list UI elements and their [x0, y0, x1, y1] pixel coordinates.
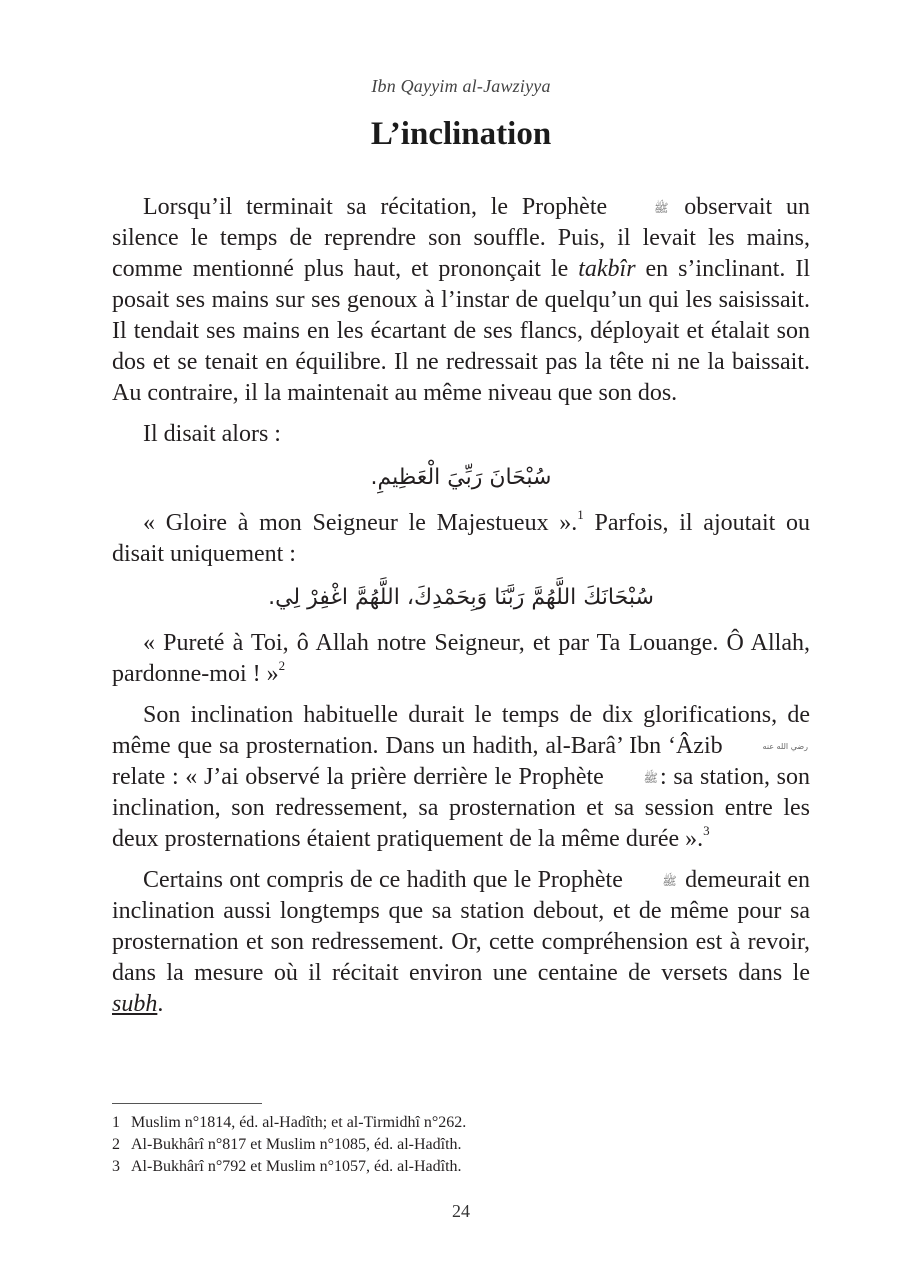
footnote-divider [112, 1103, 262, 1104]
text-run: : sa station, son inclination, son redressement, sa prosternation et sa session entre les deux prosternations étaient pratiquement de la même durée ». [112, 764, 810, 852]
paragraph-3 [112, 508, 810, 570]
footnote-ref-2[interactable]: 2 [278, 658, 286, 673]
prophet-honorific-icon: ﷺ [653, 201, 669, 216]
text-run: . [157, 991, 164, 1017]
text-run: Parfois, il ajoutait ou disait uniquement : [112, 510, 811, 567]
text-run: observait un silence le temps de reprendre son souffle. Puis, il levait les mains, comme mentionné plus haut, et prononçait le [112, 194, 811, 282]
footnote-1 [112, 1112, 810, 1134]
footnotes [112, 1112, 810, 1178]
text-run: « Gloire à mon Seigneur le Majestueux ». [143, 510, 578, 536]
footnote-number: 1 [112, 1114, 120, 1131]
footnote-number: 2 [112, 1136, 120, 1153]
chapter-title: L’inclination [370, 116, 552, 152]
text-run: Son inclination habituelle durait le temps de dix glorifications, de même que sa prosternation. Dans un hadith, al-Barâ’ Ibn ‘Âzib [112, 702, 810, 759]
paragraph-6 [112, 865, 810, 1020]
term-takbir: takbîr [578, 256, 636, 282]
prophet-honorific-icon: ﷺ [643, 771, 658, 786]
text-run: relate : « J’ai observé la prière derrière le Prophète [112, 764, 604, 790]
footnote-text: Al-Bukhârî n°792 et Muslim n°1057, éd. al-Hadîth. [131, 1158, 462, 1175]
footnote-text: Muslim n°1814, éd. al-Hadîth; et al-Tirmidhî n°262. [131, 1114, 467, 1131]
text-run: Certains ont compris de ce hadith que le Prophète [143, 867, 623, 893]
paragraph-5 [112, 700, 810, 855]
page-number: 24 [452, 1201, 470, 1221]
footnote-ref-3[interactable]: 3 [703, 823, 710, 838]
footnote-number: 3 [112, 1158, 120, 1175]
text-run: en s’inclinant. Il posait ses mains sur ses genoux à l’instar de quelqu’un qui les saisissait. Il tendait ses mains en les écartant de ses flancs, déployait et étalait son dos et se tenait en équilibre. Il ne redressait pas la tête ni ne la baissait. Au contraire, il la maintenait au même niveau que son dos. [112, 256, 811, 406]
footnote-3 [112, 1156, 810, 1178]
arabic-invocation-1: سُبْحَانَ رَبِّيَ الْعَظِيمِ. [370, 465, 552, 490]
term-subh: subh [112, 991, 158, 1017]
paragraph-2: Il disait alors : [143, 421, 281, 447]
paragraph-4 [112, 628, 810, 690]
body-text [112, 192, 810, 1020]
prophet-honorific-icon: ﷺ [662, 874, 677, 889]
running-head: Ibn Qayyim al-Jawziyya [371, 76, 551, 96]
text-run: « Pureté à Toi, ô Allah notre Seigneur, et par Ta Louange. Ô Allah, pardonne-moi ! » [112, 630, 810, 687]
text-run: demeurait en inclination aussi longtemps que sa station debout, et de même pour sa prosternation et son redressement. Or, cette compréhension est à revoir, dans la mesure où il récitait environ une centaine de versets dans le [112, 867, 811, 986]
footnote-2 [112, 1134, 810, 1156]
footnote-ref-1[interactable]: 1 [577, 507, 584, 522]
text-run: Lorsqu’il terminait sa récitation, le Prophète [143, 194, 608, 220]
paragraph-1 [112, 192, 810, 409]
footnote-text: Al-Bukhârî n°817 et Muslim n°1085, éd. al-Hadîth. [131, 1136, 462, 1153]
arabic-invocation-2: سُبْحَانَكَ اللَّهُمَّ رَبَّنَا وَبِحَمْدِكَ، اللَّهُمَّ اغْفِرْ لِي. [268, 585, 654, 610]
companion-honorific-icon: رضي الله عنه [762, 742, 809, 752]
